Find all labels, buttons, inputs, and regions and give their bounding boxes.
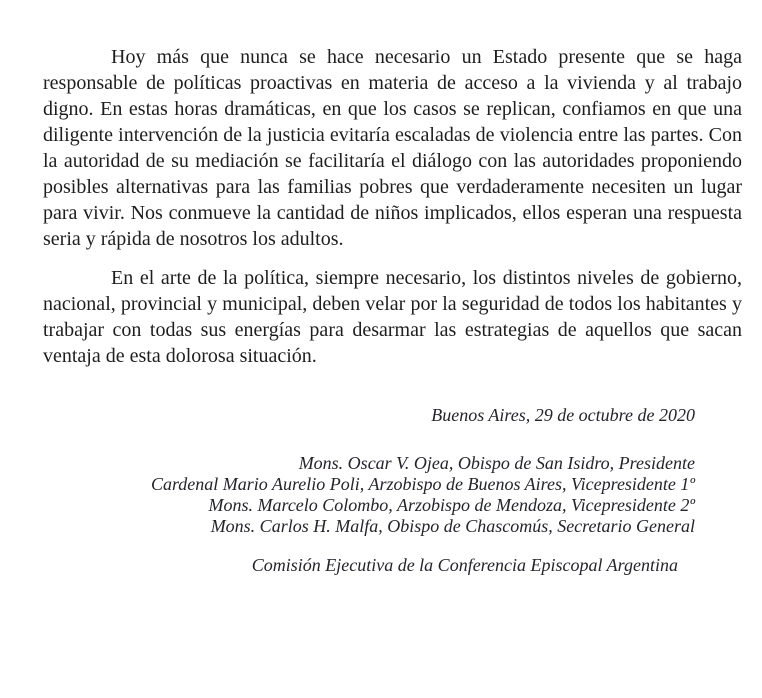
signatory-line-president: Mons. Oscar V. Ojea, Obispo de San Isidro, Presidente <box>298 453 695 473</box>
dateline: Buenos Aires, 29 de octubre de 2020 <box>431 405 695 425</box>
signatory-line-vicepresident-1: Cardenal Mario Aurelio Poli, Arzobispo de Buenos Aires, Vicepresidente 1º <box>150 474 695 494</box>
signatory-line-secretary-general: Mons. Carlos H. Malfa, Obispo de Chascomús, Secretario General <box>210 516 695 536</box>
signature-block <box>43 453 695 537</box>
body-paragraph-1: Hoy más que nunca se hace necesario un Estado presente que se haga responsable de políticas proactivas en materia de acceso a la vivienda y al trabajo digno. En estas horas dramáticas, en que los casos se replican, confiamos en que una diligente intervención de la justicia evitaría escaladas de violencia entre las partes. Con la autoridad de su mediación se facilitaría el diálogo con las autoridades proponiendo posibles alternativas para las familias pobres que verdaderamente necesiten un lugar para vivir. Nos conmueve la cantidad de niños implicados, ellos esperan una respuesta seria y rápida de nosotros los adultos. <box>43 46 742 250</box>
closing-line: Comisión Ejecutiva de la Conferencia Episcopal Argentina <box>251 555 678 575</box>
body-paragraph-2: En el arte de la política, siempre necesario, los distintos niveles de gobierno, nacional, provincial y municipal, deben velar por la seguridad de todos los habitantes y trabajar con todas sus energías para desarmar las estrategias de aquellos que sacan ventaja de esta dolorosa situación. <box>43 267 742 367</box>
signatory-line-vicepresident-2: Mons. Marcelo Colombo, Arzobispo de Mendoza, Vicepresidente 2º <box>208 495 695 515</box>
